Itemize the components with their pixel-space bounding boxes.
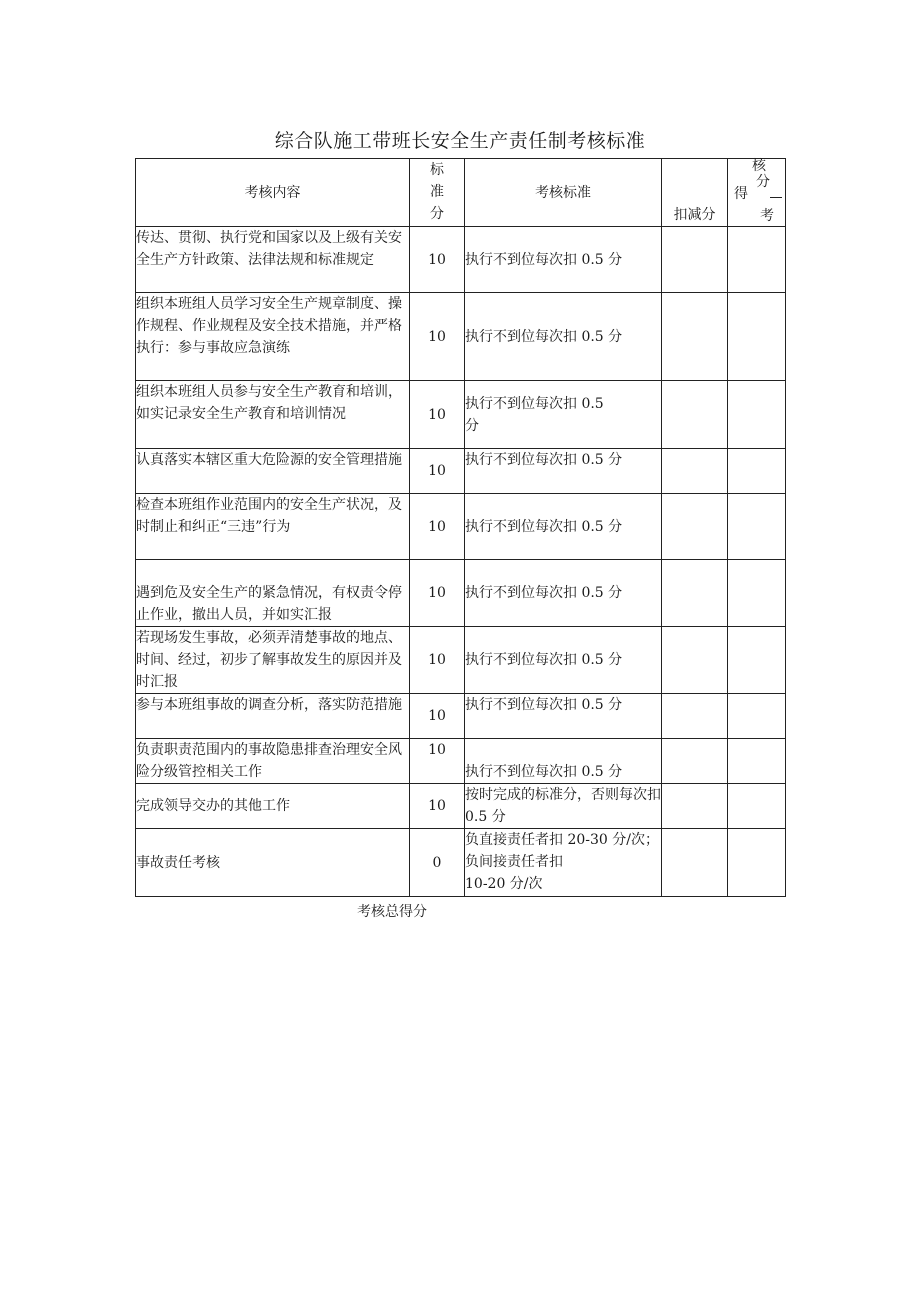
row-exam-score xyxy=(728,694,786,739)
row-exam-score xyxy=(728,739,786,784)
row-deduct xyxy=(662,449,728,494)
row-content: 传达、贯彻、执行党和国家以及上级有关安全生产方针政策、法律法规和标准规定 xyxy=(136,227,410,293)
header-exam-char2: 分 xyxy=(756,174,770,190)
row-score: 10 xyxy=(410,694,465,739)
row-standard: 按时完成的标准分，否则每次扣 0.5 分 xyxy=(465,784,662,829)
row-content: 若现场发生事故，必须弄清楚事故的地点、时间、经过，初步了解事故发生的原因并及时汇报 xyxy=(136,627,410,694)
header-content: 考核内容 xyxy=(136,159,410,227)
row-deduct xyxy=(662,829,728,897)
table-row xyxy=(136,694,786,739)
table-row xyxy=(136,381,786,449)
row-content: 参与本班组事故的调查分析，落实防范措施 xyxy=(136,694,410,739)
row-content: 负责职责范围内的事故隐患排查治理安全风险分级管控相关工作 xyxy=(136,739,410,784)
row-standard xyxy=(465,829,662,897)
row-exam-score xyxy=(728,784,786,829)
table-row xyxy=(136,560,786,627)
row-score: 10 xyxy=(410,449,465,494)
table-row xyxy=(136,227,786,293)
row-exam-score xyxy=(728,449,786,494)
header-exam-char3: 考 xyxy=(760,208,774,224)
row-exam-score xyxy=(728,227,786,293)
row-standard: 执行不到位每次扣 0.5 分 xyxy=(465,694,662,739)
table-row xyxy=(136,293,786,381)
row-standard xyxy=(465,381,662,449)
table-row xyxy=(136,784,786,829)
table-row xyxy=(136,449,786,494)
page-title: 综合队施工带班长安全生产责任制考核标准 xyxy=(274,130,646,152)
total-score-label: 考核总得分 xyxy=(357,904,427,920)
row-standard: 执行不到位每次扣 0.5 分 xyxy=(465,227,662,293)
row-deduct xyxy=(662,560,728,627)
row-deduct xyxy=(662,694,728,739)
row-exam-score xyxy=(728,381,786,449)
row-deduct xyxy=(662,227,728,293)
row-content: 组织本班组人员学习安全生产规章制度、操作规程、作业规程及安全技术措施，并严格执行：参与事故应急演练 xyxy=(136,293,410,381)
row-standard: 执行不到位每次扣 0.5 分 xyxy=(465,449,662,494)
header-exam-score xyxy=(728,159,786,227)
row-deduct xyxy=(662,627,728,694)
header-standard-score-char2: 准 xyxy=(430,184,444,200)
row-standard: 执行不到位每次扣 0.5 分 xyxy=(465,739,662,784)
header-deduct: 扣减分 xyxy=(662,159,728,227)
row-score: 10 xyxy=(410,739,465,784)
row-content: 检查本班组作业范围内的安全生产状况，及时制止和纠正“三违”行为 xyxy=(136,494,410,560)
row-exam-score xyxy=(728,829,786,897)
header-standard-score-char3: 分 xyxy=(430,206,444,222)
row-score: 10 xyxy=(410,293,465,381)
table-row xyxy=(136,739,786,784)
row-deduct xyxy=(662,381,728,449)
row-standard: 执行不到位每次扣 0.5 分 xyxy=(465,293,662,381)
row-exam-score xyxy=(728,627,786,694)
row-deduct xyxy=(662,494,728,560)
row-standard: 执行不到位每次扣 0.5 分 xyxy=(465,560,662,627)
row-deduct xyxy=(662,739,728,784)
row-score: 10 xyxy=(410,494,465,560)
row-content: 认真落实本辖区重大危险源的安全管理措施 xyxy=(136,449,410,494)
row-content: 组织本班组人员参与安全生产教育和培训，如实记录安全生产教育和培训情况 xyxy=(136,381,410,449)
row-score: 10 xyxy=(410,227,465,293)
header-standard: 考核标准 xyxy=(465,159,662,227)
row-exam-score xyxy=(728,560,786,627)
header-standard-score-char1: 标 xyxy=(430,162,444,178)
row-exam-score xyxy=(728,494,786,560)
row-standard: 执行不到位每次扣 0.5 分 xyxy=(465,627,662,694)
assessment-table xyxy=(135,158,786,897)
row-standard-line1: 执行不到位每次扣 0.5 xyxy=(465,396,604,412)
table-header-row xyxy=(136,159,786,227)
row-score: 10 xyxy=(410,560,465,627)
row-standard-line1: 负直接责任者扣 20-30 分/次；负间接责任者扣 xyxy=(465,832,659,870)
header-exam-dash xyxy=(770,197,782,198)
row-deduct xyxy=(662,293,728,381)
row-standard-line2: 分 xyxy=(465,418,479,434)
row-standard: 执行不到位每次扣 0.5 分 xyxy=(465,494,662,560)
row-score: 0 xyxy=(410,829,465,897)
row-content: 完成领导交办的其他工作 xyxy=(136,784,410,829)
row-exam-score xyxy=(728,293,786,381)
row-score: 10 xyxy=(410,784,465,829)
header-standard-score xyxy=(410,159,465,227)
row-deduct xyxy=(662,784,728,829)
header-exam-char1: 核 xyxy=(752,158,766,174)
row-score: 10 xyxy=(410,627,465,694)
row-score: 10 xyxy=(410,381,465,449)
row-content: 事故责任考核 xyxy=(136,829,410,897)
table-row xyxy=(136,829,786,897)
header-get: 得 xyxy=(734,186,748,202)
row-content: 遇到危及安全生产的紧急情况，有权责令停止作业，撤出人员，并如实汇报 xyxy=(136,560,410,627)
table-row xyxy=(136,494,786,560)
row-standard-line2: 10-20 分/次 xyxy=(465,876,543,892)
table-row xyxy=(136,627,786,694)
